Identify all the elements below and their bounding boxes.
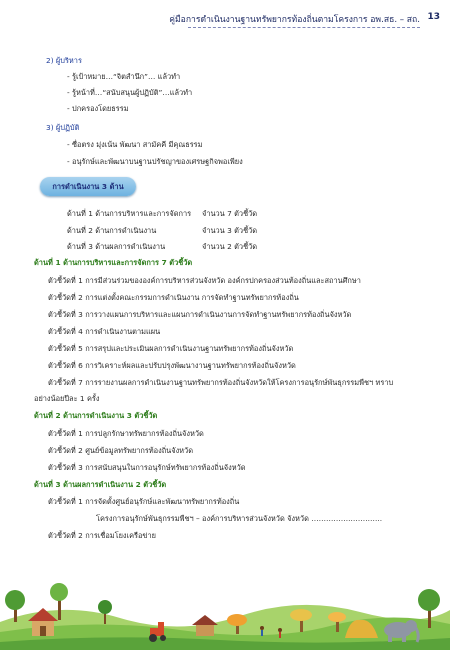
indicator-item: ตัวชี้วัดที่ 3 การสนับสนุนในการอนุรักษ์ทรัพยากรท้องถิ่นจังหวัด <box>48 463 246 472</box>
indicator-item: ตัวชี้วัดที่ 4 การดำเนินงานตามแผน <box>48 327 161 336</box>
indicator-item: ตัวชี้วัดที่ 1 การปลูกรักษาทรัพยากรท้องถิ่นจังหวัด <box>48 429 204 438</box>
summary-area-count: จำนวน 3 ตัวชี้วัด <box>202 226 258 235</box>
list-item: - ซื่อตรง มุ่งเน้น พัฒนา สามัคคี มีคุณธรรม <box>67 140 203 149</box>
list-item: - ปกครองโดยธรรม <box>67 104 129 113</box>
summary-area-label: ด้านที่ 3 ด้านผลการดำเนินงาน <box>67 242 166 251</box>
header-title: คู่มือการดำเนินงานฐานทรัพยากรท้องถิ่นตามโครงการ อพ.สธ. – สถ. <box>169 15 420 25</box>
header-divider <box>188 27 420 28</box>
list-item: - รู้หน้าที่…“สนับสนุนผู้ปฏิบัติ”…แล้วทำ <box>67 88 193 97</box>
list-item: - อนุรักษ์และพัฒนาบนฐานปรัชญาของเศรษฐกิจพอเพียง <box>67 157 243 166</box>
area-1-heading: ด้านที่ 1 ด้านการบริหารและการจัดการ 7 ตัวชี้วัด <box>34 258 193 267</box>
indicator-item: ตัวชี้วัดที่ 2 การเชื่อมโยงเครือข่าย <box>48 531 156 540</box>
indicator-item: ตัวชี้วัดที่ 1 การจัดตั้งศูนย์อนุรักษ์และพัฒนาทรัพยากรท้องถิ่น <box>48 497 240 506</box>
indicator-item: ตัวชี้วัดที่ 2 ศูนย์ข้อมูลทรัพยากรท้องถิ่นจังหวัด <box>48 446 193 455</box>
section-heading-practitioners: 3) ผู้ปฏิบัติ <box>46 123 80 132</box>
indicator-item: ตัวชี้วัดที่ 3 การวางแผนการบริหารและแผนการดำเนินงานการจัดทำฐานทรัพยากรท้องถิ่นจังหวัด <box>48 310 352 319</box>
indicator-item: ตัวชี้วัดที่ 1 การมีส่วนร่วมขององค์การบริหารส่วนจังหวัด องค์กรปกครองส่วนท้องถิ่นและสถานศึกษา <box>48 276 361 285</box>
indicator-item: ตัวชี้วัดที่ 5 การสรุปและประเมินผลการดำเนินงานฐานทรัพยากรท้องถิ่นจังหวัด <box>48 344 294 353</box>
area-2-heading: ด้านที่ 2 ด้านการดำเนินงาน 3 ตัวชี้วัด <box>34 411 158 420</box>
section-badge <box>40 177 136 196</box>
area-3-heading: ด้านที่ 3 ด้านผลการดำเนินงาน 2 ตัวชี้วัด <box>34 480 167 489</box>
indicator-item: ตัวชี้วัดที่ 2 การแต่งตั้งคณะกรรมการดำเนินงาน การจัดทำฐานทรัพยากรท้องถิ่น <box>48 293 299 302</box>
summary-area-label: ด้านที่ 2 ด้านการดำเนินงาน <box>67 226 157 235</box>
indicator-item: ตัวชี้วัดที่ 7 การรายงานผลการดำเนินงานฐานทรัพยากรท้องถิ่นจังหวัดให้โครงการอนุรักษ์พันธุกรรมพืชฯ ทราบ <box>48 378 394 387</box>
section-badge-label: การดำเนินงาน 3 ด้าน <box>52 182 124 191</box>
summary-area-label: ด้านที่ 1 ด้านการบริหารและการจัดการ <box>67 209 192 218</box>
list-item: - รู้เป้าหมาย…“จิตสำนึก”… แล้วทำ <box>67 72 181 81</box>
page-header <box>0 8 450 28</box>
summary-area-count: จำนวน 7 ตัวชี้วัด <box>202 209 258 218</box>
summary-area-count: จำนวน 2 ตัวชี้วัด <box>202 242 258 251</box>
section-heading-executives: 2) ผู้บริหาร <box>46 56 82 65</box>
page-number: 13 <box>427 12 440 22</box>
indicator-item-continued: โครงการอนุรักษ์พันธุกรรมพืชฯ – องค์การบริหารส่วนจังหวัด จังหวัด ……………..…….….. <box>96 514 383 523</box>
indicator-item-continued: อย่างน้อยปีละ 1 ครั้ง <box>34 394 100 403</box>
countryside-illustration <box>0 560 450 650</box>
indicator-item: ตัวชี้วัดที่ 6 การวิเคราะห์ผลและปรับปรุงพัฒนางานฐานทรัพยากรท้องถิ่นจังหวัด <box>48 361 296 370</box>
